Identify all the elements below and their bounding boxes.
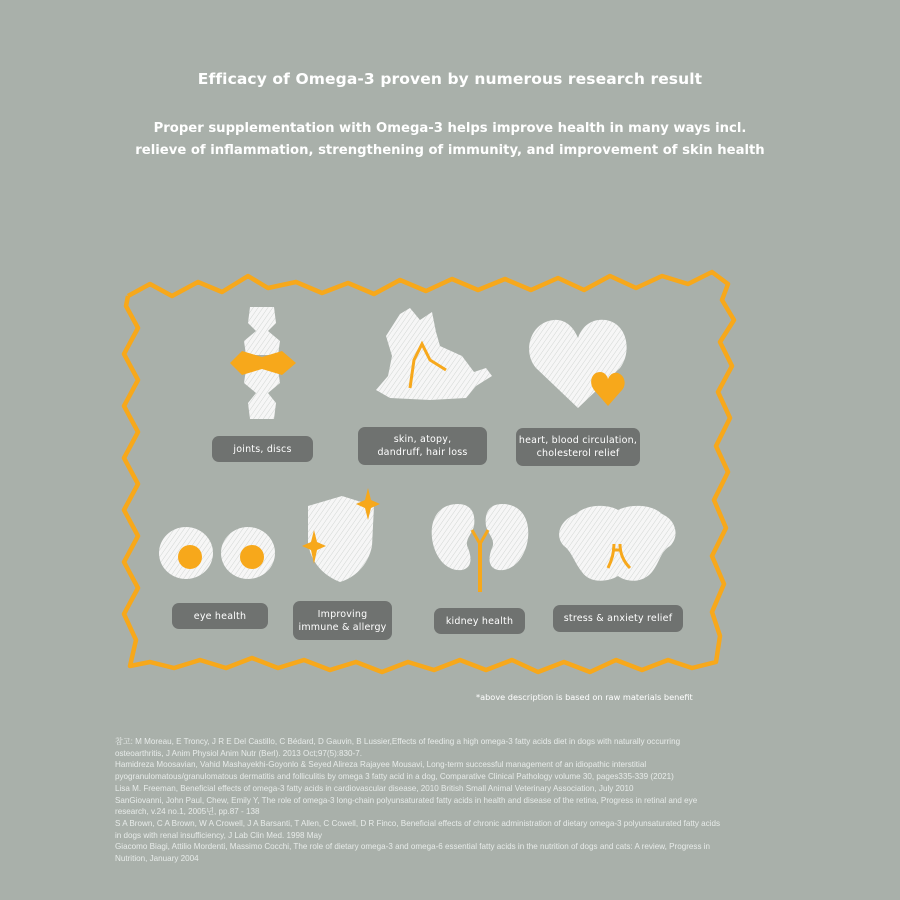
label-heart-line1: heart, blood circulation, xyxy=(518,435,638,446)
label-stress-text: stress & anxiety relief xyxy=(563,613,673,624)
label-heart-line2: cholesterol relief xyxy=(536,448,620,459)
shield-icon xyxy=(296,486,386,586)
footnote: *above description is based on raw materials benefit xyxy=(476,692,693,702)
reference-6: Giacomo Biagi, Attilio Mordenti, Massimo Cocchi, The role of dietary omega-3 and omega-6 essential fatty acids in the nutrition of dogs and cats: A review, Progress in Nutrition, January 2004 xyxy=(115,842,711,864)
label-skin-line2: dandruff, hair loss xyxy=(377,447,468,458)
subtitle-line-2: relieve of inflammation, strengthening of immunity, and improvement of skin health xyxy=(135,143,765,158)
brain-icon xyxy=(556,502,680,586)
label-heart xyxy=(516,428,640,466)
label-skin xyxy=(358,427,487,465)
label-eye xyxy=(172,603,268,629)
label-joints xyxy=(212,436,313,462)
label-stress xyxy=(553,605,683,632)
cat-icon xyxy=(370,306,494,402)
references xyxy=(115,736,725,865)
label-skin-line1: skin, atopy, xyxy=(393,434,452,445)
page-title: Efficacy of Omega-3 proven by numerous research result xyxy=(197,70,703,88)
label-kidney-text: kidney health xyxy=(445,615,514,627)
kidney-icon xyxy=(428,500,532,594)
reference-2: Hamidreza Moosavian, Vahid Mashayekhi-Goyonlo & Seyed Alireza Rajayee Mousavi, Long-term successful management of an idiopathic interstitial pyogranulomatous/granulomatous dermatitis and folliculitis by omega 3 fatty acid in a dog, Comparative Clinical Pathology volume 30, pages335-339 (2021) xyxy=(115,760,674,782)
reference-1: 참고: M Moreau, E Troncy, J R E Del Castillo, C Bédard, D Gauvin, B Lussier,Effects of feeding a high omega-3 fatty acids diet in dogs with naturally occurring osteoarthritis, J Anim Physiol Anim Nutr (Berl). 2013 Oct;97(5):830-7. xyxy=(115,737,681,758)
heart-icon xyxy=(528,316,632,412)
label-immune xyxy=(293,601,392,640)
subtitle-line-1: Proper supplementation with Omega-3 helps improve health in many ways incl. xyxy=(153,121,747,136)
reference-5: S A Brown, C A Brown, W A Crowell, J A Barsanti, T Allen, C Cowell, D R Finco, Beneficial effects of chronic administration of dietary omega-3 polyunsaturated fatty acids in dogs with renal insufficiency, J Lab Clin Med. 1998 May xyxy=(115,818,721,840)
label-joints-text: joints, discs xyxy=(233,443,292,455)
reference-4: SanGiovanni, John Paul, Chew, Emily Y, The role of omega-3 long-chain polyunsaturated fatty acids in health and disease of the retina, Progress in retinal and eye research, v.24 no.1, 2005년, pp.87 - 138 xyxy=(115,795,698,817)
label-kidney xyxy=(434,608,525,634)
label-immune-line1: Improving xyxy=(317,608,368,620)
label-eye-text: eye health xyxy=(193,610,247,622)
eyes-icon xyxy=(158,524,276,582)
joint-icon xyxy=(222,303,302,421)
label-immune-line2: immune & allergy xyxy=(298,621,387,633)
reference-3: Lisa M. Freeman, Beneficial effects of omega-3 fatty acids in cardiovascular disease, 2010 British Small Animal Veterinary Association, July 2010 xyxy=(115,783,634,793)
